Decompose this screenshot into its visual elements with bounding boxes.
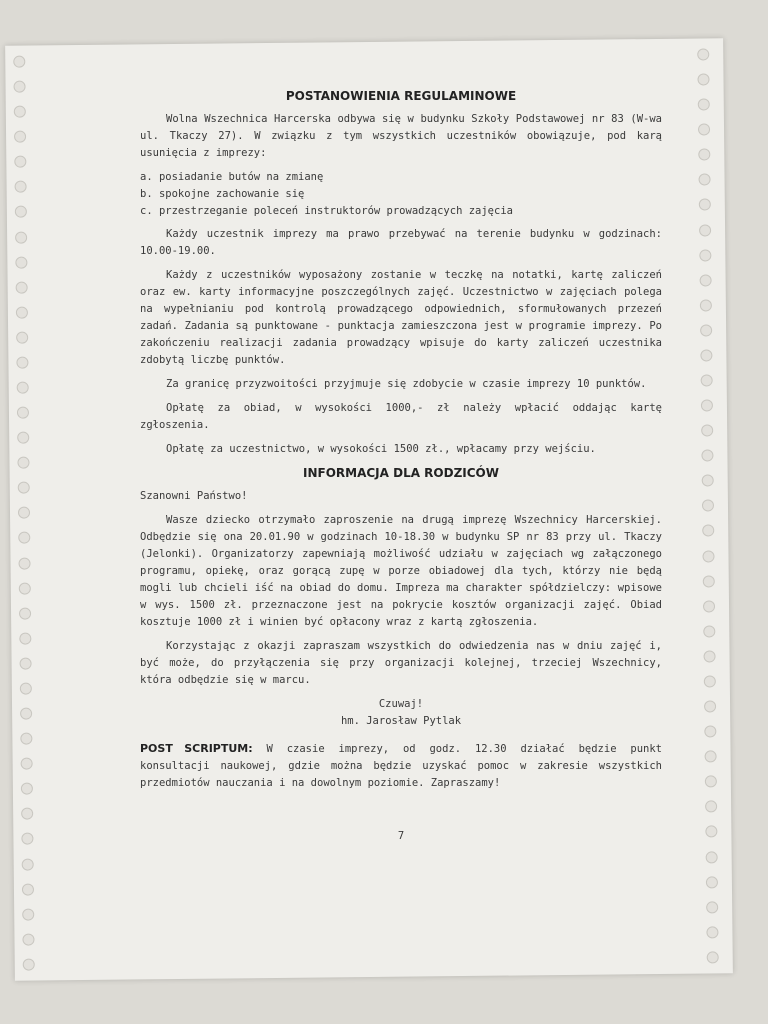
regulations-paragraph: Każdy z uczestników wyposażony zostanie w teczkę na notatki, kartę zaliczeń oraz ew. karty informacyjne poszczególnych zajęć. Uczestnictwo w zajęciach polega na wypełnianiu pod kontrolą prowadzącego odpowiednich, sformułowanych przezeń zadań. Zadania są punktowane - punktacja zamieszczona jest w programie imprezy. Po zakończeniu realizacji zadania prowadzący wpisuje do karty zaliczeń uczestnika zdobytą liczbę punktów.: [140, 269, 662, 366]
regulations-title: POSTANOWIENIA REGULAMINOWE: [285, 89, 517, 103]
document-content: [140, 88, 662, 845]
regulations-paragraph: Każdy uczestnik imprezy ma prawo przebywać na terenie budynku w godzinach: 10.00-19.00.: [140, 228, 662, 257]
regulations-intro: Wolna Wszechnica Harcerska odbywa się w budynku Szkoły Podstawowej nr 83 (W-wa ul. Tkaczy 27). W związku z tym wszystkich uczestników obowiązuje, pod karą usunięcia z imprezy:: [140, 113, 662, 159]
closing: Czuwaj!: [378, 698, 424, 710]
parents-info-title: INFORMACJA DLA RODZICÓW: [303, 466, 499, 480]
page-number: 7: [397, 830, 405, 842]
regulations-paragraph: Za granicę przyzwoitości przyjmuje się zdobycie w czasie imprezy 10 punktów.: [166, 378, 647, 390]
regulations-paragraph: Opłatę za uczestnictwo, w wysokości 1500 zł., wpłacamy przy wejściu.: [166, 443, 596, 455]
tractor-holes-right: [697, 48, 725, 963]
tractor-holes-left: [13, 56, 41, 971]
parents-paragraph: Korzystając z okazji zapraszam wszystkich do odwiedzenia nas w dniu zajęć i, być może, do przyłączenia się przy organizacji kolejnej, trzeciej Wszechnicy, która odbędzie się w marcu.: [140, 640, 662, 686]
greeting: Szanowni Państwo!: [140, 490, 248, 502]
postscript: [140, 740, 662, 792]
postscript-label: POST SCRIPTUM:: [140, 742, 253, 755]
signature: hm. Jarosław Pytlak: [340, 715, 462, 727]
rule-item: a. posiadanie butów na zmianę: [140, 171, 324, 183]
parents-paragraph: Wasze dziecko otrzymało zaproszenie na drugą imprezę Wszechnicy Harcerskiej. Odbędzie się ona 20.01.90 w godzinach 10-18.30 w budynku SP nr 83 przy ul. Tkaczy (Jelonki). Organizatorzy zapewniają możliwość udziału w zajęciach wg załączonego programu, opiekę, oraz gorącą zupę w porze obiadowej dla tych, którzy nie będą mogli lub chcieli iść na obiad do domu. Impreza ma charakter spółdzielczy: wpisowe w wys. 1500 zł. przeznaczone jest na pokrycie kosztów organizacji zajęć. Obiad kosztuje 1000 zł i winien być opłacony wraz z kartą zgłoszenia.: [140, 514, 662, 628]
rule-item: c. przestrzeganie poleceń instruktorów prowadzących zajęcia: [140, 205, 513, 217]
rule-item: b. spokojne zachowanie się: [140, 188, 305, 200]
rules-list: [140, 169, 662, 220]
postscript-text: W czasie imprezy, od godz. 12.30 działać będzie punkt konsultacji naukowej, gdzie można będzie uzyskać pomoc w zakresie wszystkich przedmiotów nauczania i na dowolnym poziomie. Zapraszamy!: [140, 743, 662, 789]
regulations-paragraph: Opłatę za obiad, w wysokości 1000,- zł należy wpłacić oddając kartę zgłoszenia.: [140, 402, 662, 431]
